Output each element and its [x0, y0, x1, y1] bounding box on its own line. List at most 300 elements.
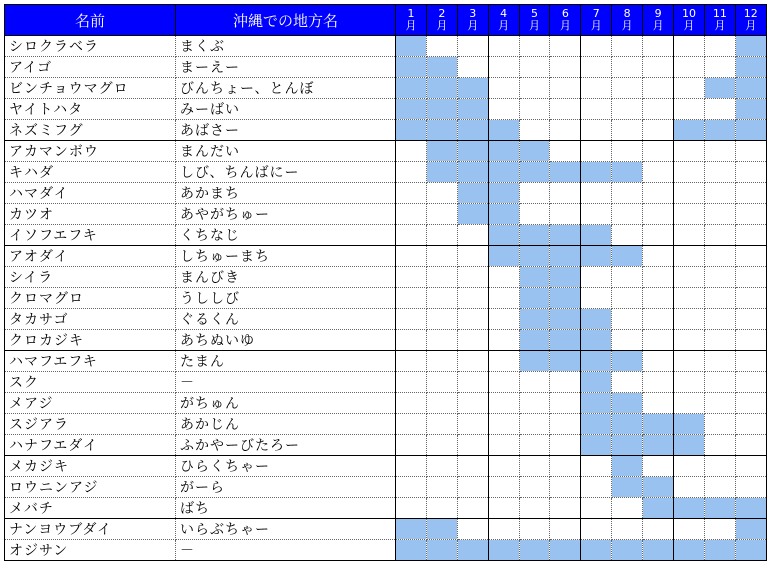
fish-name-cell[interactable]: スジアラ	[5, 414, 176, 435]
month-cell-4[interactable]	[488, 36, 519, 57]
month-cell-6[interactable]	[550, 456, 581, 477]
month-cell-12[interactable]	[735, 414, 766, 435]
month-cell-3[interactable]	[457, 435, 488, 456]
local-name-cell[interactable]: くちなじ	[176, 225, 396, 246]
local-name-cell[interactable]: あちぬいゆ	[176, 330, 396, 351]
month-cell-9[interactable]	[643, 351, 674, 372]
local-name-cell[interactable]: びんちょー、とんぼ	[176, 78, 396, 99]
fish-name-cell[interactable]: メカジキ	[5, 456, 176, 477]
month-cell-8[interactable]	[612, 414, 643, 435]
month-cell-2[interactable]	[426, 162, 457, 183]
month-cell-1[interactable]	[396, 288, 427, 309]
month-cell-4[interactable]	[488, 183, 519, 204]
month-cell-2[interactable]	[426, 267, 457, 288]
month-cell-6[interactable]	[550, 540, 581, 561]
fish-name-cell[interactable]: クロマグロ	[5, 288, 176, 309]
month-cell-2[interactable]	[426, 309, 457, 330]
local-name-cell[interactable]: あやがちゅー	[176, 204, 396, 225]
local-name-cell[interactable]: あかじん	[176, 414, 396, 435]
month-cell-8[interactable]	[612, 330, 643, 351]
header-month-8[interactable]	[612, 5, 643, 36]
month-cell-5[interactable]	[519, 162, 550, 183]
month-cell-1[interactable]	[396, 162, 427, 183]
month-cell-10[interactable]	[674, 519, 705, 540]
month-cell-5[interactable]	[519, 330, 550, 351]
month-cell-2[interactable]	[426, 183, 457, 204]
month-cell-1[interactable]	[396, 414, 427, 435]
local-name-cell[interactable]: まーえー	[176, 57, 396, 78]
local-name-cell[interactable]: みーばい	[176, 99, 396, 120]
month-cell-10[interactable]	[674, 351, 705, 372]
month-cell-5[interactable]	[519, 351, 550, 372]
month-cell-9[interactable]	[643, 246, 674, 267]
month-cell-2[interactable]	[426, 120, 457, 141]
header-month-2[interactable]	[426, 5, 457, 36]
month-cell-6[interactable]	[550, 120, 581, 141]
month-cell-8[interactable]	[612, 57, 643, 78]
month-cell-9[interactable]	[643, 288, 674, 309]
month-cell-2[interactable]	[426, 456, 457, 477]
month-cell-9[interactable]	[643, 57, 674, 78]
local-name-cell[interactable]: しび、ちんばにー	[176, 162, 396, 183]
fish-name-cell[interactable]: アカマンボウ	[5, 141, 176, 162]
month-cell-12[interactable]	[735, 309, 766, 330]
month-cell-9[interactable]	[643, 456, 674, 477]
month-cell-6[interactable]	[550, 435, 581, 456]
month-cell-8[interactable]	[612, 36, 643, 57]
month-cell-10[interactable]	[674, 99, 705, 120]
local-name-cell[interactable]: しちゅーまち	[176, 246, 396, 267]
fish-name-cell[interactable]: アオダイ	[5, 246, 176, 267]
month-cell-2[interactable]	[426, 57, 457, 78]
month-cell-7[interactable]	[581, 456, 612, 477]
month-cell-10[interactable]	[674, 498, 705, 519]
month-cell-1[interactable]	[396, 120, 427, 141]
month-cell-12[interactable]	[735, 36, 766, 57]
month-cell-2[interactable]	[426, 330, 457, 351]
fish-name-cell[interactable]: ハナフエダイ	[5, 435, 176, 456]
month-cell-6[interactable]	[550, 288, 581, 309]
month-cell-12[interactable]	[735, 225, 766, 246]
local-name-cell[interactable]: たまん	[176, 351, 396, 372]
fish-name-cell[interactable]: ハマダイ	[5, 183, 176, 204]
month-cell-7[interactable]	[581, 414, 612, 435]
month-cell-9[interactable]	[643, 540, 674, 561]
month-cell-12[interactable]	[735, 540, 766, 561]
month-cell-1[interactable]	[396, 330, 427, 351]
month-cell-1[interactable]	[396, 351, 427, 372]
month-cell-5[interactable]	[519, 183, 550, 204]
month-cell-4[interactable]	[488, 456, 519, 477]
month-cell-11[interactable]	[704, 99, 735, 120]
month-cell-9[interactable]	[643, 519, 674, 540]
month-cell-10[interactable]	[674, 78, 705, 99]
month-cell-12[interactable]	[735, 99, 766, 120]
local-name-cell[interactable]: うししび	[176, 288, 396, 309]
month-cell-8[interactable]	[612, 435, 643, 456]
month-cell-3[interactable]	[457, 288, 488, 309]
month-cell-7[interactable]	[581, 57, 612, 78]
month-cell-10[interactable]	[674, 267, 705, 288]
month-cell-6[interactable]	[550, 99, 581, 120]
month-cell-4[interactable]	[488, 498, 519, 519]
month-cell-12[interactable]	[735, 330, 766, 351]
month-cell-9[interactable]	[643, 393, 674, 414]
month-cell-8[interactable]	[612, 351, 643, 372]
month-cell-1[interactable]	[396, 246, 427, 267]
month-cell-5[interactable]	[519, 309, 550, 330]
month-cell-3[interactable]	[457, 372, 488, 393]
month-cell-8[interactable]	[612, 99, 643, 120]
month-cell-2[interactable]	[426, 246, 457, 267]
month-cell-1[interactable]	[396, 372, 427, 393]
month-cell-2[interactable]	[426, 36, 457, 57]
fish-name-cell[interactable]: ナンヨウブダイ	[5, 519, 176, 540]
month-cell-7[interactable]	[581, 183, 612, 204]
month-cell-12[interactable]	[735, 393, 766, 414]
month-cell-7[interactable]	[581, 267, 612, 288]
month-cell-3[interactable]	[457, 309, 488, 330]
month-cell-9[interactable]	[643, 414, 674, 435]
header-name[interactable]: 名前	[5, 5, 176, 36]
month-cell-10[interactable]	[674, 435, 705, 456]
month-cell-11[interactable]	[704, 267, 735, 288]
month-cell-9[interactable]	[643, 267, 674, 288]
local-name-cell[interactable]: ふかやーびたろー	[176, 435, 396, 456]
month-cell-7[interactable]	[581, 225, 612, 246]
month-cell-6[interactable]	[550, 162, 581, 183]
month-cell-8[interactable]	[612, 120, 643, 141]
local-name-cell[interactable]: まくぶ	[176, 36, 396, 57]
month-cell-6[interactable]	[550, 351, 581, 372]
month-cell-1[interactable]	[396, 78, 427, 99]
month-cell-12[interactable]	[735, 267, 766, 288]
month-cell-2[interactable]	[426, 393, 457, 414]
month-cell-3[interactable]	[457, 498, 488, 519]
month-cell-4[interactable]	[488, 120, 519, 141]
local-name-cell[interactable]: まんだい	[176, 141, 396, 162]
month-cell-8[interactable]	[612, 498, 643, 519]
month-cell-7[interactable]	[581, 141, 612, 162]
fish-name-cell[interactable]: シロクラベラ	[5, 36, 176, 57]
month-cell-11[interactable]	[704, 162, 735, 183]
month-cell-5[interactable]	[519, 36, 550, 57]
month-cell-6[interactable]	[550, 267, 581, 288]
month-cell-2[interactable]	[426, 519, 457, 540]
month-cell-4[interactable]	[488, 78, 519, 99]
header-month-5[interactable]	[519, 5, 550, 36]
month-cell-1[interactable]	[396, 393, 427, 414]
month-cell-8[interactable]	[612, 141, 643, 162]
month-cell-5[interactable]	[519, 120, 550, 141]
month-cell-7[interactable]	[581, 120, 612, 141]
month-cell-9[interactable]	[643, 435, 674, 456]
month-cell-2[interactable]	[426, 78, 457, 99]
month-cell-10[interactable]	[674, 162, 705, 183]
month-cell-1[interactable]	[396, 57, 427, 78]
month-cell-11[interactable]	[704, 540, 735, 561]
month-cell-11[interactable]	[704, 141, 735, 162]
month-cell-3[interactable]	[457, 414, 488, 435]
month-cell-7[interactable]	[581, 309, 612, 330]
month-cell-6[interactable]	[550, 477, 581, 498]
month-cell-7[interactable]	[581, 351, 612, 372]
month-cell-12[interactable]	[735, 162, 766, 183]
month-cell-7[interactable]	[581, 288, 612, 309]
month-cell-3[interactable]	[457, 162, 488, 183]
month-cell-4[interactable]	[488, 477, 519, 498]
month-cell-12[interactable]	[735, 246, 766, 267]
month-cell-11[interactable]	[704, 456, 735, 477]
month-cell-3[interactable]	[457, 246, 488, 267]
header-month-1[interactable]	[396, 5, 427, 36]
month-cell-5[interactable]	[519, 78, 550, 99]
month-cell-5[interactable]	[519, 267, 550, 288]
month-cell-12[interactable]	[735, 120, 766, 141]
header-month-4[interactable]	[488, 5, 519, 36]
month-cell-10[interactable]	[674, 246, 705, 267]
month-cell-11[interactable]	[704, 309, 735, 330]
month-cell-4[interactable]	[488, 141, 519, 162]
month-cell-1[interactable]	[396, 141, 427, 162]
local-name-cell[interactable]: －	[176, 372, 396, 393]
month-cell-11[interactable]	[704, 57, 735, 78]
month-cell-6[interactable]	[550, 498, 581, 519]
fish-name-cell[interactable]: スク	[5, 372, 176, 393]
month-cell-3[interactable]	[457, 36, 488, 57]
month-cell-4[interactable]	[488, 162, 519, 183]
month-cell-7[interactable]	[581, 246, 612, 267]
month-cell-1[interactable]	[396, 519, 427, 540]
header-month-10[interactable]	[674, 5, 705, 36]
month-cell-1[interactable]	[396, 309, 427, 330]
month-cell-6[interactable]	[550, 225, 581, 246]
month-cell-11[interactable]	[704, 225, 735, 246]
month-cell-8[interactable]	[612, 309, 643, 330]
fish-name-cell[interactable]: ネズミフグ	[5, 120, 176, 141]
month-cell-9[interactable]	[643, 183, 674, 204]
month-cell-11[interactable]	[704, 288, 735, 309]
month-cell-4[interactable]	[488, 435, 519, 456]
month-cell-7[interactable]	[581, 540, 612, 561]
month-cell-4[interactable]	[488, 309, 519, 330]
month-cell-7[interactable]	[581, 477, 612, 498]
fish-name-cell[interactable]: メアジ	[5, 393, 176, 414]
month-cell-1[interactable]	[396, 204, 427, 225]
month-cell-3[interactable]	[457, 57, 488, 78]
month-cell-8[interactable]	[612, 204, 643, 225]
month-cell-11[interactable]	[704, 393, 735, 414]
month-cell-10[interactable]	[674, 36, 705, 57]
month-cell-4[interactable]	[488, 288, 519, 309]
month-cell-8[interactable]	[612, 225, 643, 246]
month-cell-12[interactable]	[735, 183, 766, 204]
month-cell-4[interactable]	[488, 330, 519, 351]
month-cell-10[interactable]	[674, 456, 705, 477]
month-cell-6[interactable]	[550, 309, 581, 330]
month-cell-10[interactable]	[674, 204, 705, 225]
month-cell-2[interactable]	[426, 99, 457, 120]
month-cell-6[interactable]	[550, 78, 581, 99]
month-cell-12[interactable]	[735, 204, 766, 225]
month-cell-3[interactable]	[457, 99, 488, 120]
header-local-name[interactable]: 沖縄での地方名	[176, 5, 396, 36]
month-cell-8[interactable]	[612, 162, 643, 183]
month-cell-10[interactable]	[674, 183, 705, 204]
month-cell-1[interactable]	[396, 36, 427, 57]
month-cell-4[interactable]	[488, 372, 519, 393]
fish-name-cell[interactable]: クロカジキ	[5, 330, 176, 351]
local-name-cell[interactable]: －	[176, 540, 396, 561]
fish-name-cell[interactable]: ビンチョウマグロ	[5, 78, 176, 99]
month-cell-10[interactable]	[674, 540, 705, 561]
month-cell-7[interactable]	[581, 393, 612, 414]
fish-name-cell[interactable]: オジサン	[5, 540, 176, 561]
month-cell-7[interactable]	[581, 498, 612, 519]
month-cell-6[interactable]	[550, 330, 581, 351]
header-month-12[interactable]	[735, 5, 766, 36]
month-cell-2[interactable]	[426, 414, 457, 435]
month-cell-5[interactable]	[519, 99, 550, 120]
local-name-cell[interactable]: がちゅん	[176, 393, 396, 414]
month-cell-11[interactable]	[704, 204, 735, 225]
month-cell-2[interactable]	[426, 351, 457, 372]
local-name-cell[interactable]: いらぶちゃー	[176, 519, 396, 540]
month-cell-12[interactable]	[735, 57, 766, 78]
fish-name-cell[interactable]: メバチ	[5, 498, 176, 519]
month-cell-3[interactable]	[457, 477, 488, 498]
month-cell-11[interactable]	[704, 36, 735, 57]
month-cell-6[interactable]	[550, 204, 581, 225]
month-cell-12[interactable]	[735, 435, 766, 456]
month-cell-2[interactable]	[426, 288, 457, 309]
month-cell-2[interactable]	[426, 204, 457, 225]
month-cell-5[interactable]	[519, 540, 550, 561]
month-cell-11[interactable]	[704, 351, 735, 372]
month-cell-10[interactable]	[674, 372, 705, 393]
month-cell-10[interactable]	[674, 309, 705, 330]
month-cell-10[interactable]	[674, 225, 705, 246]
month-cell-5[interactable]	[519, 288, 550, 309]
month-cell-10[interactable]	[674, 477, 705, 498]
month-cell-3[interactable]	[457, 204, 488, 225]
month-cell-11[interactable]	[704, 498, 735, 519]
month-cell-7[interactable]	[581, 519, 612, 540]
month-cell-10[interactable]	[674, 57, 705, 78]
header-month-3[interactable]	[457, 5, 488, 36]
month-cell-4[interactable]	[488, 414, 519, 435]
month-cell-1[interactable]	[396, 435, 427, 456]
month-cell-10[interactable]	[674, 330, 705, 351]
month-cell-3[interactable]	[457, 225, 488, 246]
local-name-cell[interactable]: ばち	[176, 498, 396, 519]
month-cell-3[interactable]	[457, 141, 488, 162]
month-cell-2[interactable]	[426, 477, 457, 498]
month-cell-4[interactable]	[488, 519, 519, 540]
fish-name-cell[interactable]: カツオ	[5, 204, 176, 225]
month-cell-7[interactable]	[581, 36, 612, 57]
month-cell-4[interactable]	[488, 99, 519, 120]
month-cell-8[interactable]	[612, 372, 643, 393]
month-cell-3[interactable]	[457, 330, 488, 351]
month-cell-6[interactable]	[550, 183, 581, 204]
month-cell-9[interactable]	[643, 204, 674, 225]
month-cell-3[interactable]	[457, 267, 488, 288]
month-cell-11[interactable]	[704, 372, 735, 393]
local-name-cell[interactable]: がーら	[176, 477, 396, 498]
month-cell-10[interactable]	[674, 414, 705, 435]
month-cell-11[interactable]	[704, 477, 735, 498]
month-cell-12[interactable]	[735, 477, 766, 498]
fish-name-cell[interactable]: ヤイトハタ	[5, 99, 176, 120]
month-cell-7[interactable]	[581, 330, 612, 351]
local-name-cell[interactable]: ぐるくん	[176, 309, 396, 330]
month-cell-9[interactable]	[643, 120, 674, 141]
month-cell-9[interactable]	[643, 498, 674, 519]
month-cell-2[interactable]	[426, 141, 457, 162]
month-cell-6[interactable]	[550, 36, 581, 57]
month-cell-7[interactable]	[581, 435, 612, 456]
month-cell-12[interactable]	[735, 372, 766, 393]
month-cell-6[interactable]	[550, 372, 581, 393]
month-cell-5[interactable]	[519, 456, 550, 477]
month-cell-9[interactable]	[643, 330, 674, 351]
month-cell-9[interactable]	[643, 36, 674, 57]
fish-name-cell[interactable]: シイラ	[5, 267, 176, 288]
header-month-7[interactable]	[581, 5, 612, 36]
header-month-9[interactable]	[643, 5, 674, 36]
month-cell-4[interactable]	[488, 267, 519, 288]
month-cell-7[interactable]	[581, 372, 612, 393]
month-cell-3[interactable]	[457, 456, 488, 477]
month-cell-5[interactable]	[519, 372, 550, 393]
month-cell-9[interactable]	[643, 372, 674, 393]
month-cell-4[interactable]	[488, 246, 519, 267]
month-cell-3[interactable]	[457, 183, 488, 204]
month-cell-12[interactable]	[735, 141, 766, 162]
month-cell-4[interactable]	[488, 393, 519, 414]
month-cell-7[interactable]	[581, 204, 612, 225]
month-cell-7[interactable]	[581, 78, 612, 99]
month-cell-1[interactable]	[396, 267, 427, 288]
local-name-cell[interactable]: ひらくちゃー	[176, 456, 396, 477]
month-cell-7[interactable]	[581, 162, 612, 183]
month-cell-3[interactable]	[457, 519, 488, 540]
month-cell-12[interactable]	[735, 351, 766, 372]
month-cell-12[interactable]	[735, 456, 766, 477]
month-cell-6[interactable]	[550, 57, 581, 78]
month-cell-8[interactable]	[612, 540, 643, 561]
header-month-11[interactable]	[704, 5, 735, 36]
month-cell-1[interactable]	[396, 225, 427, 246]
month-cell-10[interactable]	[674, 393, 705, 414]
month-cell-3[interactable]	[457, 393, 488, 414]
month-cell-12[interactable]	[735, 78, 766, 99]
month-cell-12[interactable]	[735, 288, 766, 309]
month-cell-2[interactable]	[426, 540, 457, 561]
month-cell-5[interactable]	[519, 57, 550, 78]
fish-name-cell[interactable]: ロウニンアジ	[5, 477, 176, 498]
month-cell-5[interactable]	[519, 225, 550, 246]
month-cell-9[interactable]	[643, 99, 674, 120]
month-cell-5[interactable]	[519, 435, 550, 456]
month-cell-12[interactable]	[735, 498, 766, 519]
month-cell-3[interactable]	[457, 120, 488, 141]
month-cell-5[interactable]	[519, 477, 550, 498]
month-cell-10[interactable]	[674, 288, 705, 309]
month-cell-9[interactable]	[643, 225, 674, 246]
month-cell-5[interactable]	[519, 519, 550, 540]
